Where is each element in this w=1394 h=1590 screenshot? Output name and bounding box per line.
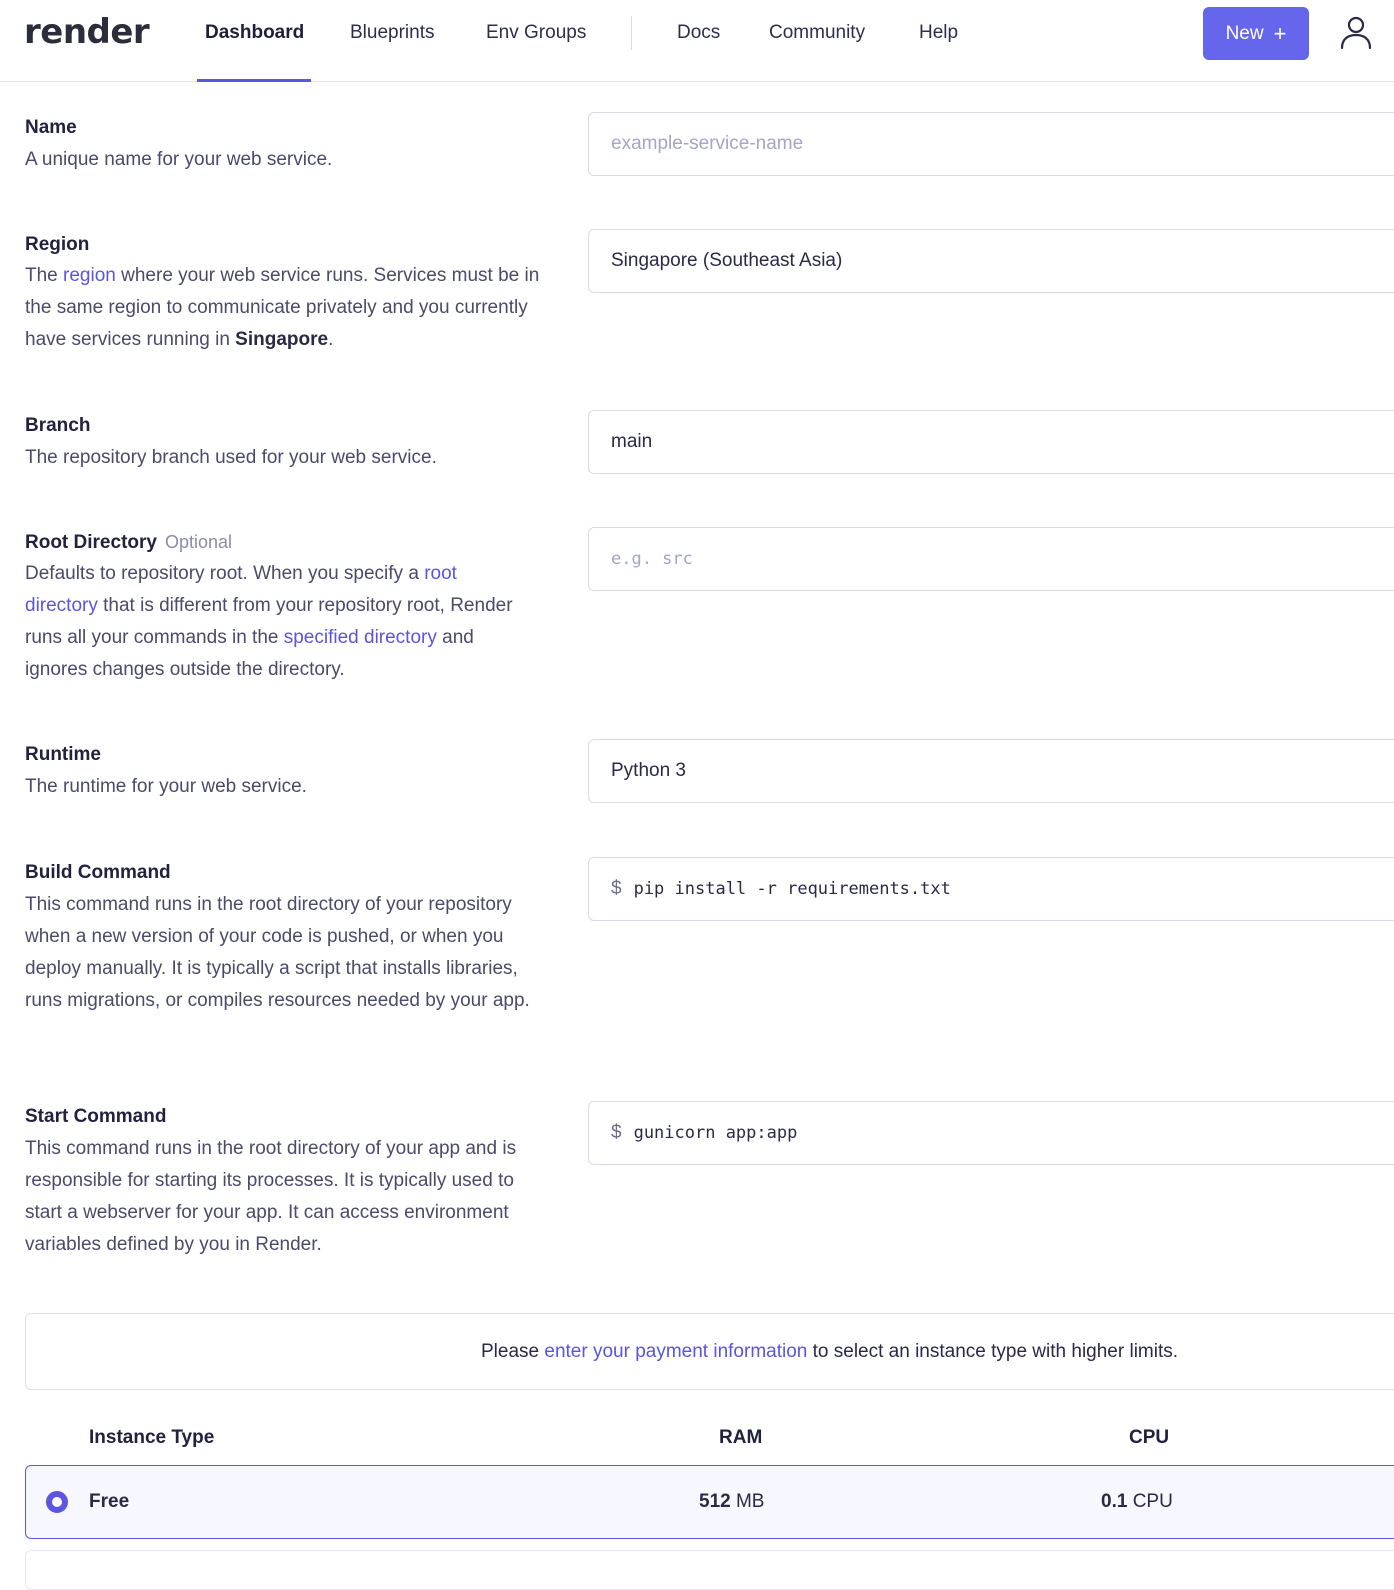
ram-header: RAM xyxy=(719,1427,763,1448)
region-description: The region where your web service runs. Services must be in the same region to communicate privately and you currently have services running in Singapore. xyxy=(25,265,540,350)
instance-type-header: Instance Type xyxy=(89,1427,215,1448)
region-label: Region xyxy=(25,234,90,255)
payment-notice-text: Please enter your payment information to select an instance type with higher limits. xyxy=(481,1341,1179,1362)
start-command-description: This command runs in the root directory of your app and is responsible for starting its processes. It is typically used to start a webserver for your app. It can access environment variables defined by you in Render. xyxy=(25,1138,517,1255)
payment-info-link[interactable]: enter your payment information xyxy=(544,1341,808,1362)
name-label: Name xyxy=(25,117,77,138)
instance-row-next[interactable] xyxy=(25,1550,1394,1590)
root-directory-link[interactable]: root directory xyxy=(25,563,457,616)
name-placeholder: example-service-name xyxy=(611,133,804,154)
runtime-description: The runtime for your web service. xyxy=(25,776,307,797)
start-command-prefix: $ xyxy=(611,1122,622,1143)
specified-directory-link[interactable]: specified directory xyxy=(283,627,437,648)
nav-env-groups[interactable]: Env Groups xyxy=(486,22,587,43)
instance-cpu: 0.1 CPU xyxy=(1101,1491,1173,1512)
build-command-prefix: $ xyxy=(611,878,622,899)
top-navbar xyxy=(0,0,1394,82)
new-button[interactable] xyxy=(1203,7,1309,60)
optional-tag: Optional xyxy=(164,532,233,552)
nav-help[interactable]: Help xyxy=(919,22,959,43)
branch-value: main xyxy=(611,431,653,452)
runtime-value: Python 3 xyxy=(611,760,686,781)
region-value: Singapore (Southeast Asia) xyxy=(611,250,843,271)
nav-docs[interactable]: Docs xyxy=(677,22,721,43)
start-command-input[interactable] xyxy=(588,1101,1394,1165)
branch-description: The repository branch used for your web service. xyxy=(25,447,437,468)
branch-label: Branch xyxy=(25,415,91,436)
new-button-label: New xyxy=(1225,22,1264,44)
root-directory-description: Defaults to repository root. When you specify a root directory that is different from your repository root, Render runs all your commands in the specified directory and ignores changes outside the directory. xyxy=(25,563,513,680)
nav-dashboard[interactable]: Dashboard xyxy=(205,22,305,43)
region-select[interactable] xyxy=(588,229,1394,293)
build-command-label: Build Command xyxy=(25,862,171,883)
build-command-value: pip install -r requirements.txt xyxy=(633,879,951,899)
name-input[interactable] xyxy=(588,112,1394,176)
build-command-description: This command runs in the root directory of your repository when a new version of your code is pushed, or when you deploy manually. It is typically a script that installs libraries, runs migrations, or compiles resources needed by your app. xyxy=(25,894,530,1011)
name-description: A unique name for your web service. xyxy=(25,149,333,170)
instance-free-radio[interactable] xyxy=(46,1491,68,1513)
instance-type-name: Free xyxy=(89,1491,130,1512)
nav-blueprints[interactable]: Blueprints xyxy=(350,22,435,43)
build-command-input[interactable] xyxy=(588,857,1394,921)
cpu-header: CPU xyxy=(1129,1427,1170,1448)
runtime-select[interactable] xyxy=(588,739,1394,803)
nav-divider xyxy=(631,16,632,50)
start-command-value: gunicorn app:app xyxy=(633,1123,798,1143)
start-command-label: Start Command xyxy=(25,1106,167,1127)
instance-ram: 512 MB xyxy=(699,1491,765,1512)
branch-select[interactable] xyxy=(588,410,1394,474)
avatar[interactable] xyxy=(1326,4,1386,62)
root-directory-placeholder: e.g. src xyxy=(611,549,693,569)
root-directory-input[interactable] xyxy=(588,527,1394,591)
runtime-label: Runtime xyxy=(25,744,101,765)
root-directory-label: Root Directory Optional xyxy=(25,532,233,553)
render-logo[interactable]: render xyxy=(24,12,150,52)
active-nav-indicator xyxy=(197,79,311,82)
user-icon xyxy=(1339,15,1373,51)
nav-community[interactable]: Community xyxy=(769,22,866,43)
plus-icon: + xyxy=(1273,20,1287,46)
region-docs-link[interactable]: region xyxy=(63,265,116,286)
